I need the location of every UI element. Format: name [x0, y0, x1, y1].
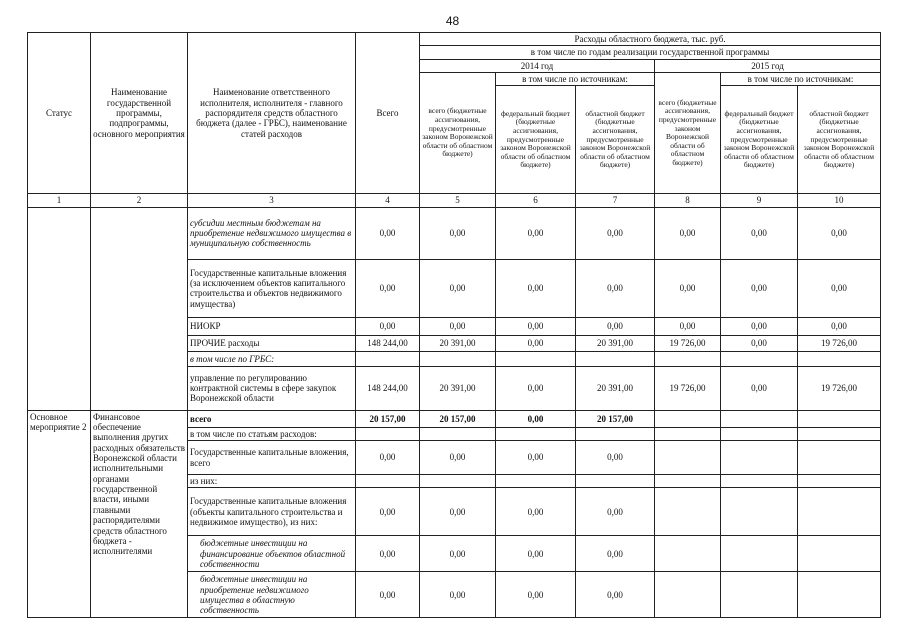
- header-2014-regional: областной бюджет (бюджетные ассигнования, предусмотренные законом Воронежской области об областном бюджете): [576, 86, 655, 194]
- value-cell: [655, 441, 721, 475]
- value-cell: 20 391,00: [576, 366, 655, 410]
- value-cell: 20 391,00: [420, 366, 496, 410]
- value-cell: [420, 351, 496, 366]
- value-cell: 0,00: [798, 207, 881, 259]
- value-cell: [655, 427, 721, 440]
- col-number: 6: [496, 194, 576, 207]
- mero2-name: Финансовое обеспечение выполнения других расходных обязательств Воронежской области исполнительными органами государственной власти, иными главными распорядителями средств областного бюджета - исполнителями: [91, 410, 188, 618]
- row-label: бюджетные инвестиции на финансирование объектов областной собственности: [188, 536, 356, 572]
- budget-table: [27, 32, 881, 618]
- value-cell: 20 157,00: [576, 410, 655, 427]
- value-cell: [576, 475, 655, 488]
- table-row: [28, 410, 881, 427]
- col-number: 1: [28, 194, 91, 207]
- value-cell: 0,00: [655, 317, 721, 335]
- value-cell: [420, 427, 496, 440]
- row-label: всего: [188, 410, 356, 427]
- table-row: [28, 207, 881, 259]
- value-cell: 0,00: [576, 207, 655, 259]
- value-cell: [798, 351, 881, 366]
- value-cell: 0,00: [356, 572, 420, 618]
- value-cell: [655, 536, 721, 572]
- value-cell: 0,00: [576, 488, 655, 536]
- value-cell: 0,00: [721, 335, 798, 351]
- value-cell: 19 726,00: [798, 335, 881, 351]
- col-number: 4: [356, 194, 420, 207]
- header-2014-total: всего (бюджетные ассигнования, предусмотренные законом Воронежской области об областном бюджете): [420, 73, 496, 194]
- value-cell: 0,00: [420, 572, 496, 618]
- value-cell: 19 726,00: [655, 366, 721, 410]
- value-cell: [798, 427, 881, 440]
- col-number: 7: [576, 194, 655, 207]
- value-cell: 0,00: [496, 441, 576, 475]
- row-label: Государственные капитальные вложения (объекты капитального строительства и недвижимое имущество), из них:: [188, 488, 356, 536]
- header-program-name: Наименование государственной программы, подпрограммы, основного мероприятия: [91, 33, 188, 194]
- header-total: Всего: [356, 33, 420, 194]
- value-cell: 0,00: [576, 259, 655, 317]
- value-cell: 0,00: [420, 207, 496, 259]
- value-cell: [356, 475, 420, 488]
- value-cell: 0,00: [721, 259, 798, 317]
- value-cell: 0,00: [721, 207, 798, 259]
- value-cell: [721, 536, 798, 572]
- value-cell: 0,00: [576, 441, 655, 475]
- row-label: субсидии местным бюджетам на приобретение недвижимого имущества в муниципальную собственность: [188, 207, 356, 259]
- value-cell: 0,00: [356, 317, 420, 335]
- value-cell: [496, 427, 576, 440]
- value-cell: 0,00: [420, 441, 496, 475]
- value-cell: 0,00: [721, 366, 798, 410]
- value-cell: [721, 572, 798, 618]
- header-expenses-title: Расходы областного бюджета, тыс. руб.: [420, 33, 881, 46]
- header-2015-total: всего (бюджетные ассигнования, предусмотренные законом Воронежской области об областном бюджете): [655, 73, 721, 194]
- value-cell: 148 244,00: [356, 366, 420, 410]
- header-2015-regional: областной бюджет (бюджетные ассигнования, предусмотренные законом Воронежской области об областном бюджете): [798, 86, 881, 194]
- value-cell: [798, 441, 881, 475]
- value-cell: [798, 410, 881, 427]
- value-cell: [721, 427, 798, 440]
- value-cell: 0,00: [496, 317, 576, 335]
- value-cell: [420, 475, 496, 488]
- value-cell: 0,00: [356, 488, 420, 536]
- value-cell: 0,00: [496, 366, 576, 410]
- col-number: 2: [91, 194, 188, 207]
- value-cell: 148 244,00: [356, 335, 420, 351]
- col-number: 10: [798, 194, 881, 207]
- value-cell: [721, 475, 798, 488]
- value-cell: 19 726,00: [655, 335, 721, 351]
- header-2014-by-sources: в том числе по источникам:: [496, 73, 655, 86]
- row-label: НИОКР: [188, 317, 356, 335]
- value-cell: 0,00: [420, 536, 496, 572]
- value-cell: 0,00: [496, 572, 576, 618]
- value-cell: [798, 536, 881, 572]
- value-cell: 19 726,00: [798, 366, 881, 410]
- col-number: 9: [721, 194, 798, 207]
- value-cell: 0,00: [655, 207, 721, 259]
- value-cell: 0,00: [721, 317, 798, 335]
- row-label: Государственные капитальные вложения, всего: [188, 441, 356, 475]
- col-number: 5: [420, 194, 496, 207]
- header-2014-federal: федеральный бюджет (бюджетные ассигнования, предусмотренные законом Воронежской области об областном бюджете): [496, 86, 576, 194]
- row-label: управление по регулированию контрактной системы в сфере закупок Воронежской области: [188, 366, 356, 410]
- value-cell: [798, 475, 881, 488]
- header-executor-name: Наименование ответственного исполнителя, исполнителя - главного распорядителя средств областного бюджета (далее - ГРБС), наименование статей расходов: [188, 33, 356, 194]
- value-cell: 0,00: [356, 259, 420, 317]
- value-cell: [721, 351, 798, 366]
- value-cell: 0,00: [496, 536, 576, 572]
- status-cell-empty: [28, 207, 91, 410]
- value-cell: 0,00: [798, 317, 881, 335]
- col-number: 8: [655, 194, 721, 207]
- value-cell: [798, 572, 881, 618]
- value-cell: 0,00: [576, 536, 655, 572]
- value-cell: 0,00: [496, 410, 576, 427]
- column-numbers-row: [28, 194, 881, 207]
- value-cell: [655, 351, 721, 366]
- page-number: 48: [445, 14, 460, 28]
- row-label: бюджетные инвестиции на приобретение недвижимого имущества в областную собственность: [188, 572, 356, 618]
- program-cell-empty: [91, 207, 188, 410]
- header-year-2014: 2014 год: [420, 59, 655, 72]
- value-cell: 0,00: [356, 207, 420, 259]
- value-cell: [721, 488, 798, 536]
- value-cell: 0,00: [496, 488, 576, 536]
- row-label: ПРОЧИЕ расходы: [188, 335, 356, 351]
- value-cell: 0,00: [496, 259, 576, 317]
- value-cell: 20 391,00: [420, 335, 496, 351]
- header-2015-by-sources: в том числе по источникам:: [721, 73, 881, 86]
- value-cell: [798, 488, 881, 536]
- value-cell: [655, 488, 721, 536]
- value-cell: [576, 351, 655, 366]
- value-cell: [356, 351, 420, 366]
- header-status: Статус: [28, 33, 91, 194]
- header-year-2015: 2015 год: [655, 59, 881, 72]
- value-cell: 0,00: [356, 441, 420, 475]
- row-label: Государственные капитальные вложения (за исключением объектов капитального строительства и объектов недвижимого имущества): [188, 259, 356, 317]
- value-cell: 0,00: [420, 488, 496, 536]
- value-cell: 0,00: [420, 259, 496, 317]
- value-cell: [356, 427, 420, 440]
- value-cell: [721, 410, 798, 427]
- row-label: в том числе по ГРБС:: [188, 351, 356, 366]
- value-cell: [721, 441, 798, 475]
- value-cell: [655, 475, 721, 488]
- value-cell: [496, 475, 576, 488]
- mero2-status: Основное мероприятие 2: [28, 410, 91, 618]
- row-label: в том числе по статьям расходов:: [188, 427, 356, 440]
- value-cell: [576, 427, 655, 440]
- header-2015-federal: федеральный бюджет (бюджетные ассигнования, предусмотренные законом Воронежской области об областном бюджете): [721, 86, 798, 194]
- header-by-years: в том числе по годам реализации государственной программы: [420, 46, 881, 59]
- value-cell: 0,00: [798, 259, 881, 317]
- value-cell: 0,00: [576, 317, 655, 335]
- row-label: из них:: [188, 475, 356, 488]
- value-cell: 0,00: [496, 207, 576, 259]
- value-cell: 20 391,00: [576, 335, 655, 351]
- col-number: 3: [188, 194, 356, 207]
- value-cell: 0,00: [655, 259, 721, 317]
- value-cell: [655, 572, 721, 618]
- value-cell: 0,00: [420, 317, 496, 335]
- value-cell: [496, 351, 576, 366]
- value-cell: 20 157,00: [356, 410, 420, 427]
- value-cell: 0,00: [356, 536, 420, 572]
- value-cell: 0,00: [576, 572, 655, 618]
- value-cell: 0,00: [496, 335, 576, 351]
- value-cell: 20 157,00: [420, 410, 496, 427]
- value-cell: [655, 410, 721, 427]
